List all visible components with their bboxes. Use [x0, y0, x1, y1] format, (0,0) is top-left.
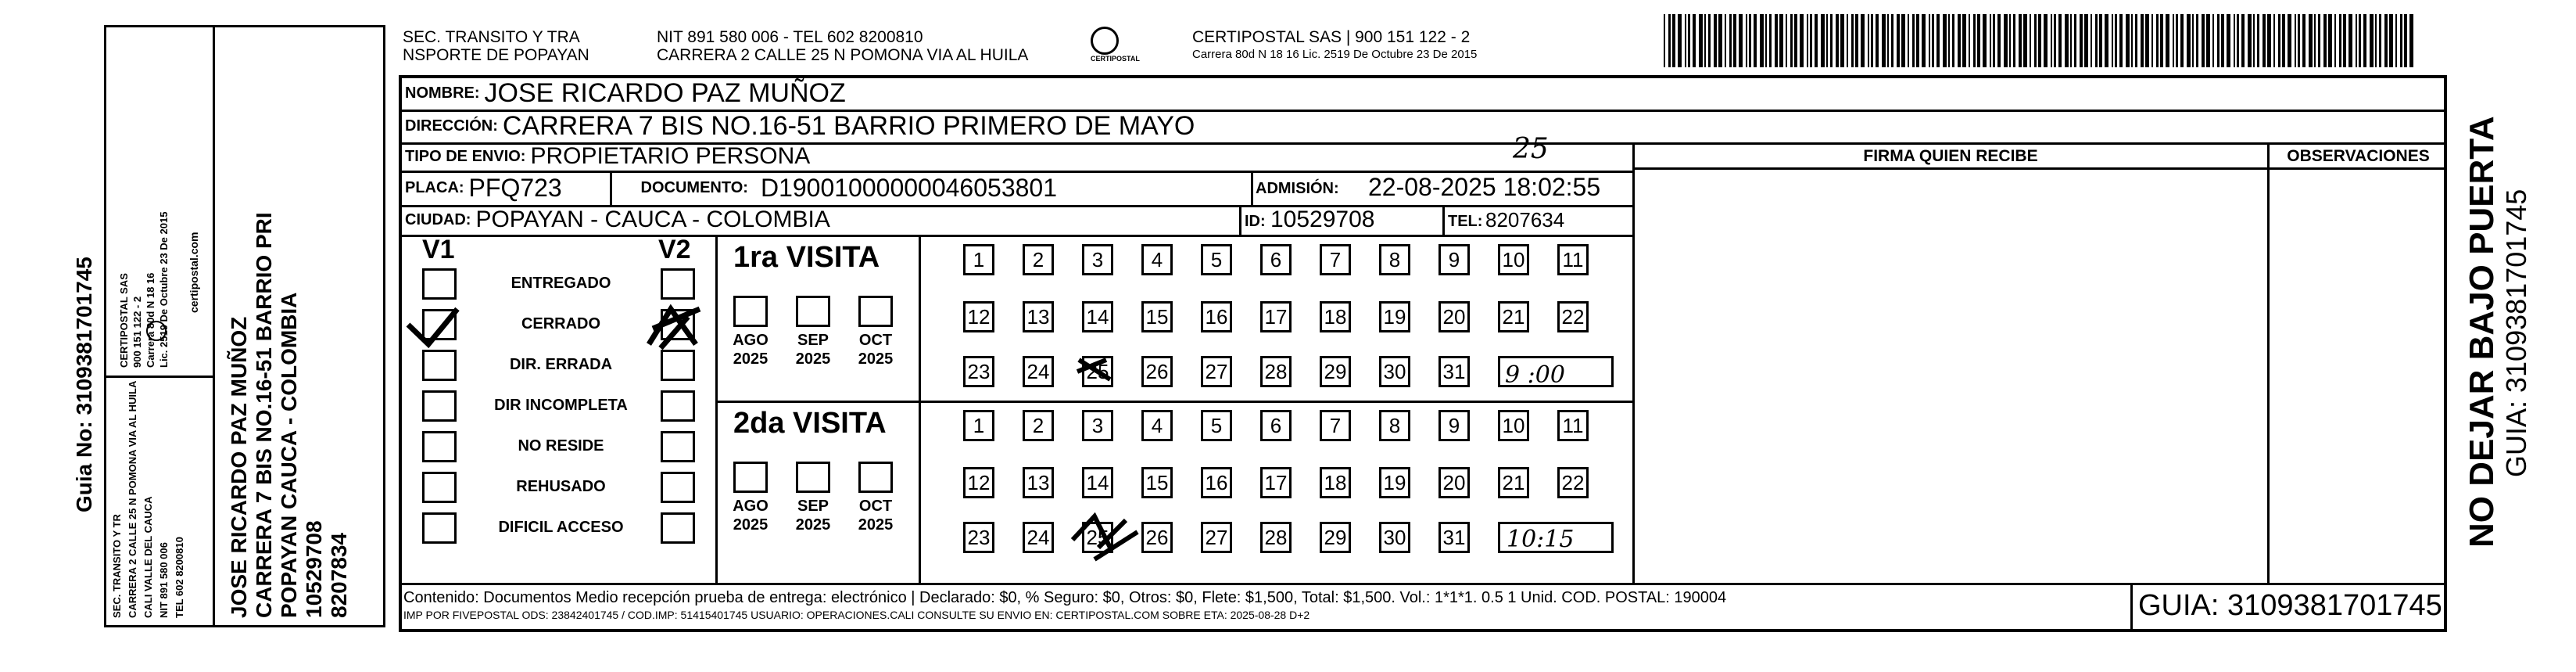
day-box[interactable]: 19 — [1379, 301, 1410, 332]
day-box[interactable]: 22 — [1557, 467, 1589, 498]
day-box[interactable]: 12 — [963, 301, 994, 332]
ciudad-label: CIUDAD: — [405, 210, 471, 228]
placa-value: PFQ723 — [468, 173, 562, 202]
day-box[interactable]: 8 — [1379, 410, 1410, 441]
v1-label: V1 — [422, 235, 455, 264]
tel-value: 8207634 — [1485, 208, 1565, 232]
right-guia: GUIA: 3109381701745 — [2500, 189, 2532, 477]
day-box[interactable]: 11 — [1557, 410, 1589, 441]
month-label: OCT 2025 — [858, 498, 894, 534]
day-box[interactable]: 18 — [1320, 467, 1351, 498]
day-box[interactable]: 19 — [1379, 467, 1410, 498]
day-box[interactable]: 26 — [1141, 356, 1173, 387]
day-box[interactable]: 28 — [1260, 522, 1292, 553]
day-box[interactable]: 22 — [1557, 301, 1589, 332]
admision-label: ADMISIÓN: — [1256, 180, 1339, 197]
day-box[interactable]: 9 — [1438, 410, 1470, 441]
day-box[interactable]: 25 — [1082, 356, 1113, 387]
day-box[interactable]: 17 — [1260, 467, 1292, 498]
id-value: 10529708 — [1270, 207, 1375, 232]
day-box[interactable]: 30 — [1379, 356, 1410, 387]
day-box[interactable]: 27 — [1201, 522, 1232, 553]
handwritten-25: 25 — [1513, 133, 1549, 165]
day-box[interactable]: 14 — [1082, 467, 1113, 498]
stub-recipient: JOSE RICARDO PAZ MUÑOZ CARRERA 7 BIS NO.16-51 BARRIO PRI POPAYAN CAUCA - COLOMBIA 10529708 8207834 — [227, 212, 351, 618]
day-box[interactable]: 12 — [963, 467, 994, 498]
day-box[interactable]: 4 — [1141, 244, 1173, 275]
day-box[interactable]: 29 — [1320, 522, 1351, 553]
day-box[interactable]: 29 — [1320, 356, 1351, 387]
month-label: SEP 2025 — [795, 332, 831, 368]
footer-imp: IMP POR FIVEPOSTAL ODS: 23842401745 / COD.IMP: 51415401745 USUARIO: OPERACIONES.CALI CONSULTE SU ENVIO EN: CERTIPOSTAL.COM SOBRE ETA: 2025-08-28 D+2 — [403, 609, 1310, 621]
no-dejar-bajo-puerta: NO DEJAR BAJO PUERTA — [2463, 116, 2501, 548]
visit-1-time: 9 :00 — [1505, 361, 1565, 389]
day-box[interactable]: 1 — [963, 244, 994, 275]
v2-label: V2 — [658, 235, 691, 264]
header-nit-address: NIT 891 580 006 - TEL 602 8200810 CARRERA 2 CALLE 25 N POMONA VIA AL HUILA — [657, 28, 1029, 64]
stub-web: certipostal.com — [188, 232, 200, 313]
month-label: SEP 2025 — [795, 498, 831, 534]
admision-value: 22-08-2025 18:02:55 — [1368, 173, 1601, 201]
day-box[interactable]: 20 — [1438, 467, 1470, 498]
checklist-label: ENTREGADO — [511, 275, 611, 292]
day-box[interactable]: 16 — [1201, 467, 1232, 498]
checklist-label: REHUSADO — [516, 478, 606, 495]
scribble-25 — [1077, 360, 1110, 379]
header-company: CERTIPOSTAL SAS | 900 151 122 - 2 Carrera 80d N 18 16 Lic. 2519 De Octubre 23 De 2015 — [1192, 28, 1478, 61]
day-box[interactable]: 6 — [1260, 410, 1292, 441]
id-label: ID: — [1245, 213, 1266, 230]
tipo-value: PROPIETARIO PERSONA — [530, 143, 811, 169]
visit-2-title: 2da VISITA — [733, 407, 887, 440]
day-box[interactable]: 18 — [1320, 301, 1351, 332]
visit-2-time: 10:15 — [1507, 526, 1575, 553]
day-box[interactable]: 3 — [1082, 410, 1113, 441]
day-box[interactable]: 7 — [1320, 410, 1351, 441]
checklist-label: DIR. ERRADA — [509, 356, 613, 373]
day-box[interactable]: 1 — [963, 410, 994, 441]
day-box[interactable]: 15 — [1141, 467, 1173, 498]
month-label: OCT 2025 — [858, 332, 894, 368]
tel-label: TEL: — [1448, 213, 1483, 230]
day-box[interactable]: 30 — [1379, 522, 1410, 553]
day-box[interactable]: 24 — [1023, 356, 1054, 387]
day-box[interactable]: 20 — [1438, 301, 1470, 332]
day-box[interactable]: 27 — [1201, 356, 1232, 387]
nombre-label: NOMBRE: — [405, 84, 480, 102]
day-box[interactable]: 8 — [1379, 244, 1410, 275]
documento-value: D19001000000046053801 — [760, 173, 1057, 202]
day-box[interactable]: 10 — [1498, 410, 1529, 441]
day-box[interactable]: 21 — [1498, 467, 1529, 498]
day-box[interactable]: 9 — [1438, 244, 1470, 275]
day-box[interactable]: 31 — [1438, 522, 1470, 553]
footer-contenido: Contenido: Documentos Medio recepción prueba de entrega: electrónico | Declarado: $0, % Seguro: $0, Otros: $0, Flete: $1,500, Total: $1,500. Vol.: 1*1*1. 0.5 1 Unid. COD. POSTAL: 190004 — [403, 589, 1727, 606]
checklist-label: NO RESIDE — [518, 437, 604, 455]
day-box[interactable]: 26 — [1141, 522, 1173, 553]
day-box[interactable]: 10 — [1498, 244, 1529, 275]
checklist-label: DIR INCOMPLETA — [494, 397, 628, 414]
month-label: AGO 2025 — [733, 332, 769, 368]
day-box[interactable]: 6 — [1260, 244, 1292, 275]
day-box[interactable]: 3 — [1082, 244, 1113, 275]
signature-header: FIRMA QUIEN RECIBE — [1863, 147, 2038, 165]
checklist-label: CERRADO — [521, 315, 601, 332]
day-box[interactable]: 31 — [1438, 356, 1470, 387]
day-box[interactable]: 24 — [1023, 522, 1054, 553]
day-box[interactable]: 5 — [1201, 244, 1232, 275]
scribble-visit2 — [1073, 516, 1138, 559]
day-box[interactable]: 28 — [1260, 356, 1292, 387]
placa-label: PLACA: — [405, 178, 464, 196]
ciudad-value: POPAYAN - CAUCA - COLOMBIA — [475, 207, 830, 232]
day-box[interactable]: 2 — [1023, 410, 1054, 441]
day-box[interactable]: 7 — [1320, 244, 1351, 275]
direccion-label: DIRECCIÓN: — [405, 117, 498, 135]
direccion-value: CARRERA 7 BIS NO.16-51 BARRIO PRIMERO DE MAYO — [502, 110, 1195, 141]
day-box[interactable]: 23 — [963, 522, 994, 553]
day-box[interactable]: 5 — [1201, 410, 1232, 441]
stub-sender: SEC. TRANSITO Y TR CARRERA 2 CALLE 25 N POMONA VIA AL HUILA CALI VALLE DEL CAUCA NIT 891 580 006 TEL 602 8200810 — [111, 380, 185, 618]
check-v1-cerrado — [408, 309, 457, 344]
tipo-label: TIPO DE ENVIO: — [405, 147, 526, 165]
day-box[interactable]: 2 — [1023, 244, 1054, 275]
day-box[interactable]: 23 — [963, 356, 994, 387]
stub-guia-no: Guia No: 3109381701745 — [72, 257, 96, 512]
checklist-label: DIFICIL ACCESO — [498, 519, 624, 536]
day-box[interactable]: 4 — [1141, 410, 1173, 441]
observaciones-header: OBSERVACIONES — [2287, 147, 2430, 165]
documento-label: DOCUMENTO: — [640, 178, 748, 196]
header-sender: SEC. TRANSITO Y TRA NSPORTE DE POPAYAN — [403, 28, 589, 64]
day-box[interactable]: 15 — [1141, 301, 1173, 332]
day-box[interactable]: 13 — [1023, 467, 1054, 498]
day-box[interactable]: 14 — [1082, 301, 1113, 332]
check-v2-cerrado — [649, 309, 700, 348]
footer-guia-divider — [2130, 583, 2133, 632]
certipostal-logo-text: CERTIPOSTAL — [1091, 55, 1140, 63]
visit-1-title: 1ra VISITA — [733, 241, 880, 274]
nombre-value: JOSE RICARDO PAZ MUÑOZ — [484, 77, 846, 108]
footer-guia: GUIA: 3109381701745 — [2138, 589, 2442, 622]
day-box[interactable]: 25 — [1082, 522, 1113, 553]
day-box[interactable]: 21 — [1498, 301, 1529, 332]
stub-certipostal: CERTIPOSTAL SAS 900 151 122 - 2 Carrera 80d N 18 16 Lic. 2519 De Octubre 23 De 2015 — [118, 211, 170, 368]
day-box[interactable]: 11 — [1557, 244, 1589, 275]
day-box[interactable]: 13 — [1023, 301, 1054, 332]
day-box[interactable]: 17 — [1260, 301, 1292, 332]
day-box[interactable]: 16 — [1201, 301, 1232, 332]
month-label: AGO 2025 — [733, 498, 769, 534]
